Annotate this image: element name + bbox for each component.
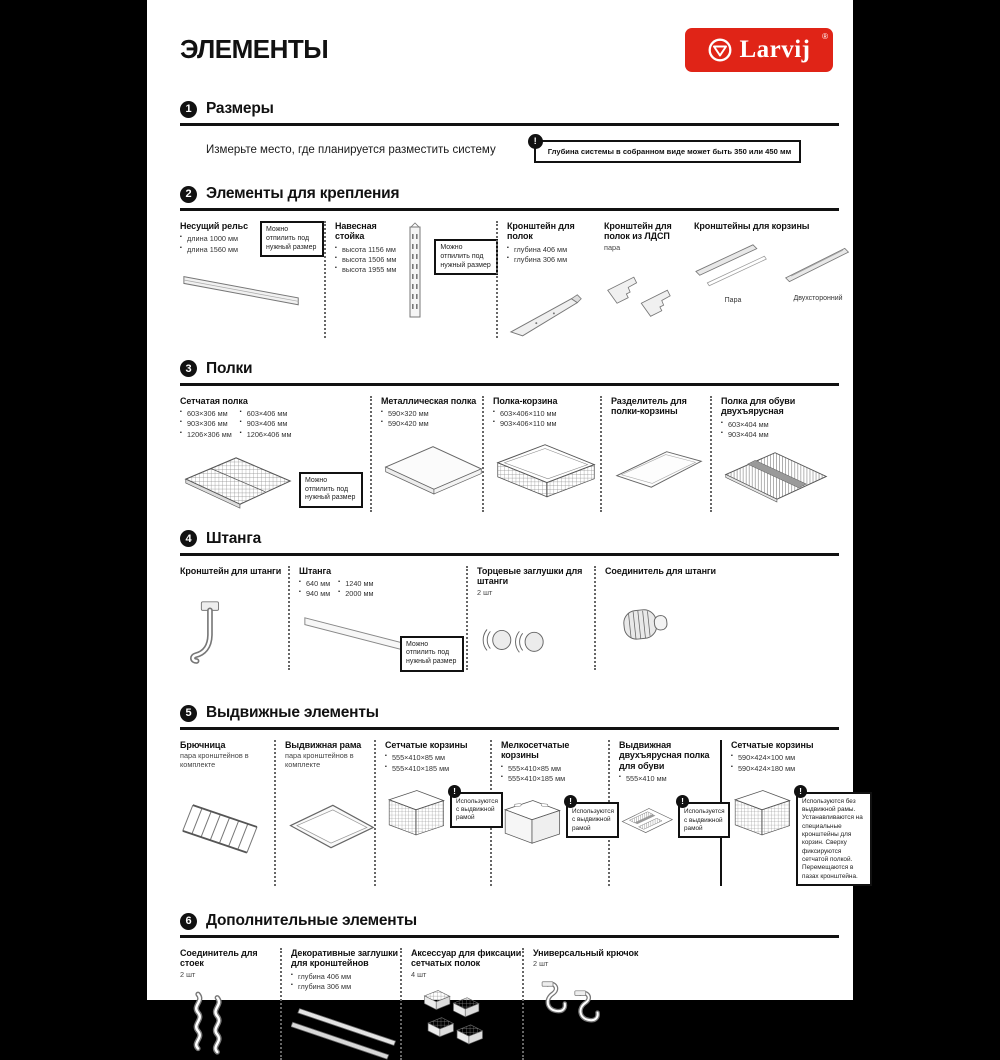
rod-connector-drawing: [605, 600, 687, 650]
upright-drawing: [402, 221, 428, 319]
item-specs: ▪ 590×424×100 мм ▪ 590×424×180 мм: [731, 753, 872, 773]
cut-note: Можно отпилить под нужный размер: [434, 239, 498, 275]
section-number-badge: 3: [180, 360, 197, 377]
warning-icon: !: [448, 785, 461, 798]
basket-bracket-double-drawing: [782, 241, 854, 293]
item-specs: ▪ 555×410×85 мм ▪ 555×410×185 мм: [385, 753, 490, 773]
item-qty: 4 шт: [411, 969, 427, 979]
warning-icon: !: [564, 795, 577, 808]
warning-icon: !: [676, 795, 689, 808]
measure-instruction: Измерьте место, где планируется разместить систему: [206, 144, 496, 156]
usage-note-text: Используются без выдвижной рамы. Устанавливаются на специальные кронштейны для корзин. Сверху фиксируются сетчатой полкой. Перемещаются в пазах кронштейна.: [802, 797, 863, 880]
item-qty: 2 шт: [533, 959, 549, 969]
carrier-rail-drawing: [180, 265, 306, 312]
item-name: Кронштейн для штанги: [180, 565, 282, 576]
item-upright-connector: [180, 948, 280, 1060]
item-rod-bracket: [180, 566, 288, 670]
pullout-shoe-shelf-drawing: [619, 802, 675, 842]
section-additional-elements: [180, 912, 839, 1060]
shelf-bracket-drawing: [507, 287, 591, 338]
depth-note: [533, 136, 801, 163]
hooks-drawing: [533, 979, 613, 1041]
section-rule: [180, 208, 839, 211]
section-rule: [180, 383, 839, 386]
item-name: Сетчатые корзины: [731, 740, 814, 751]
exclamation-icon: !: [528, 134, 543, 149]
item-name: Полка-корзина: [493, 395, 558, 406]
item-note: пара кронштейнов в комплекте: [285, 751, 354, 770]
usage-note: [566, 796, 619, 838]
section-number-badge: 5: [180, 705, 197, 722]
item-name: Сетчатые корзины: [385, 740, 468, 751]
end-caps-drawing: [477, 619, 557, 661]
item-specs: ▪ 555×410 мм: [619, 774, 720, 784]
item-shoe-shelf: [710, 396, 838, 512]
registered-mark: ®: [822, 32, 828, 41]
item-name: Брючница: [180, 740, 226, 751]
item-name: Сетчатая полка: [180, 395, 248, 406]
upright-connector-drawing: [184, 989, 240, 1056]
item-name: Декоративные заглушки для кронштейнов: [291, 948, 398, 969]
item-metal-shelf: [370, 396, 482, 512]
item-name: Торцевые заглушки для штанги: [477, 565, 583, 587]
warning-icon: !: [794, 785, 807, 798]
basket-shelf-drawing: [493, 440, 599, 502]
section-number-badge: 2: [180, 186, 197, 203]
instruction-page: [147, 0, 863, 1000]
item-hanging-upright: [324, 221, 496, 338]
decorative-caps-drawing: [291, 1000, 399, 1060]
basket-bracket-pair-figure: [694, 241, 772, 303]
section-number-badge: 4: [180, 530, 197, 547]
item-specs-col1: ▪ 640 мм ▪ 940 мм: [299, 579, 330, 599]
item-qty: пара: [604, 242, 621, 252]
item-specs-col2: ▪ 603×406 мм ▪ 903×406 мм ▪ 1206×406 мм: [240, 409, 292, 440]
pullout-frame-drawing: [285, 798, 377, 853]
section-mounting-elements: [180, 185, 843, 338]
item-mesh-shelf: [180, 396, 370, 512]
brand-logo: [685, 28, 833, 72]
page-title: ЭЛЕМЕНТЫ: [180, 34, 329, 64]
divider-drawing: [611, 445, 707, 497]
figure-caption: Двухсторонний: [793, 295, 843, 303]
cut-note: Можно отпилить под нужный размер: [299, 472, 363, 508]
item-note: пара кронштейнов в комплекте: [180, 751, 249, 770]
item-name: Несущий рельс: [180, 221, 249, 231]
item-specs: ▪ 590×320 мм ▪ 590×420 мм: [381, 409, 482, 429]
section-rule: [180, 727, 839, 730]
mesh-basket-drawing: [385, 788, 447, 842]
item-name: Разделитель для полки-корзины: [611, 395, 687, 417]
item-rod-connector: [594, 566, 724, 670]
item-shelf-bracket: [496, 221, 592, 338]
rod-bracket-drawing: [188, 598, 230, 667]
item-name: Штанга: [299, 565, 332, 576]
section-number-badge: 1: [180, 101, 197, 118]
shoe-shelf-drawing: [721, 448, 831, 503]
depth-note-text: Глубина системы в собранном виде может быть 350 или 450 мм: [547, 147, 792, 156]
item-rod-end-caps: [466, 566, 594, 670]
basket-bracket-double-figure: [782, 241, 854, 303]
usage-note: [678, 796, 730, 838]
item-name: Мелкосетчатые корзины: [501, 740, 570, 761]
item-fine-mesh-baskets: [490, 740, 614, 886]
item-mesh-baskets-standalone: [720, 740, 872, 886]
section-dimensions: [180, 100, 839, 163]
item-mesh-baskets: [374, 740, 498, 886]
item-qty: 2 шт: [180, 969, 196, 979]
item-name: Соединитель для штанги: [605, 565, 716, 576]
usage-note-text: Используется с выдвижной рамой: [684, 808, 725, 832]
item-basket-shelf: [482, 396, 600, 512]
item-name: Кронштейны для корзины: [694, 221, 810, 231]
trouser-rack-drawing: [180, 796, 268, 857]
section-title: Полки: [206, 359, 253, 377]
brand-name: Larvij: [739, 36, 811, 63]
metal-shelf-drawing: [381, 442, 485, 496]
item-rod: [288, 566, 466, 670]
section-rule: [180, 553, 839, 556]
item-ldsp-bracket: [592, 221, 684, 338]
usage-note-text: Используются с выдвижной рамой: [572, 808, 614, 832]
item-trouser-rack: [180, 740, 274, 886]
section-title: Размеры: [206, 100, 274, 117]
item-specs: ▪ 555×410×85 мм ▪ 555×410×185 мм: [501, 764, 608, 784]
section-title: Элементы для крепления: [206, 185, 400, 202]
item-carrier-rail: [180, 221, 324, 338]
section-rod: [180, 530, 839, 670]
item-name: Металлическая полка: [381, 395, 477, 406]
mesh-shelf-drawing: [180, 454, 296, 512]
section-title: Выдвижные элементы: [206, 704, 379, 722]
item-specs: ▪ длина 1000 мм ▪ длина 1560 мм: [180, 234, 254, 254]
mesh-basket-drawing: [731, 788, 793, 842]
usage-note-text: Используются с выдвижной рамой: [456, 797, 498, 822]
item-specs-col2: ▪ 1240 мм ▪ 2000 мм: [338, 579, 373, 599]
hanger-icon: [707, 37, 733, 63]
item-name: Соединитель для стоек: [180, 948, 258, 969]
item-basket-divider: [600, 396, 710, 512]
ldsp-bracket-drawing: [604, 266, 686, 320]
item-decorative-caps: [280, 948, 400, 1060]
section-title: Штанга: [206, 529, 262, 547]
item-shelf-fix-accessory: [400, 948, 522, 1060]
item-universal-hook: [522, 948, 652, 1060]
section-rule: [180, 123, 839, 126]
item-specs-col1: ▪ 603×306 мм ▪ 903×306 мм ▪ 1206×306 мм: [180, 409, 232, 440]
item-name: Аксессуар для фиксации сетчатых полок: [411, 948, 522, 969]
item-name: Навесная стойка: [335, 221, 377, 242]
item-basket-brackets: [684, 221, 850, 338]
item-name: Выдвижная двухъярусная полка для обуви: [619, 740, 710, 771]
item-qty: 2 шт: [477, 587, 493, 597]
item-name: Кронштейн для полок: [507, 221, 575, 242]
item-name: Универсальный крючок: [533, 948, 639, 959]
usage-note: [450, 785, 503, 828]
section-shelves: [180, 360, 839, 512]
usage-note: [796, 785, 872, 886]
fine-mesh-basket-drawing: [501, 798, 563, 850]
section-pullout-elements: [180, 704, 863, 886]
item-specs: ▪ глубина 406 мм ▪ глубина 306 мм: [291, 972, 400, 992]
item-name: Полка для обуви двухъярусная: [721, 395, 796, 417]
item-name: Кронштейн для полок из ЛДСП: [604, 221, 672, 242]
item-specs: ▪ 603×404 мм ▪ 903×404 мм: [721, 420, 838, 440]
item-pullout-shoe-shelf: [608, 740, 725, 886]
shelf-fix-accessory-drawing: [419, 985, 497, 1050]
item-name: Выдвижная рама: [285, 740, 362, 751]
figure-caption: Пара: [724, 296, 742, 304]
section-rule: [180, 935, 839, 938]
item-specs: ▪ 603×406×110 мм ▪ 903×406×110 мм: [493, 409, 600, 429]
item-specs: ▪ глубина 406 мм ▪ глубина 306 мм: [507, 245, 592, 265]
item-specs: ▪ высота 1156 мм ▪ высота 1506 мм ▪ высота 1955 мм: [335, 245, 396, 276]
basket-bracket-pair-drawing: [694, 241, 772, 294]
cut-note: Можно отпилить под нужный размер: [260, 221, 324, 257]
section-title: Дополнительные элементы: [206, 912, 417, 930]
section-number-badge: 6: [180, 913, 197, 930]
item-pullout-frame: [274, 740, 374, 886]
cut-note: Можно отпилить под нужный размер: [400, 636, 464, 672]
page-header: [180, 28, 839, 72]
